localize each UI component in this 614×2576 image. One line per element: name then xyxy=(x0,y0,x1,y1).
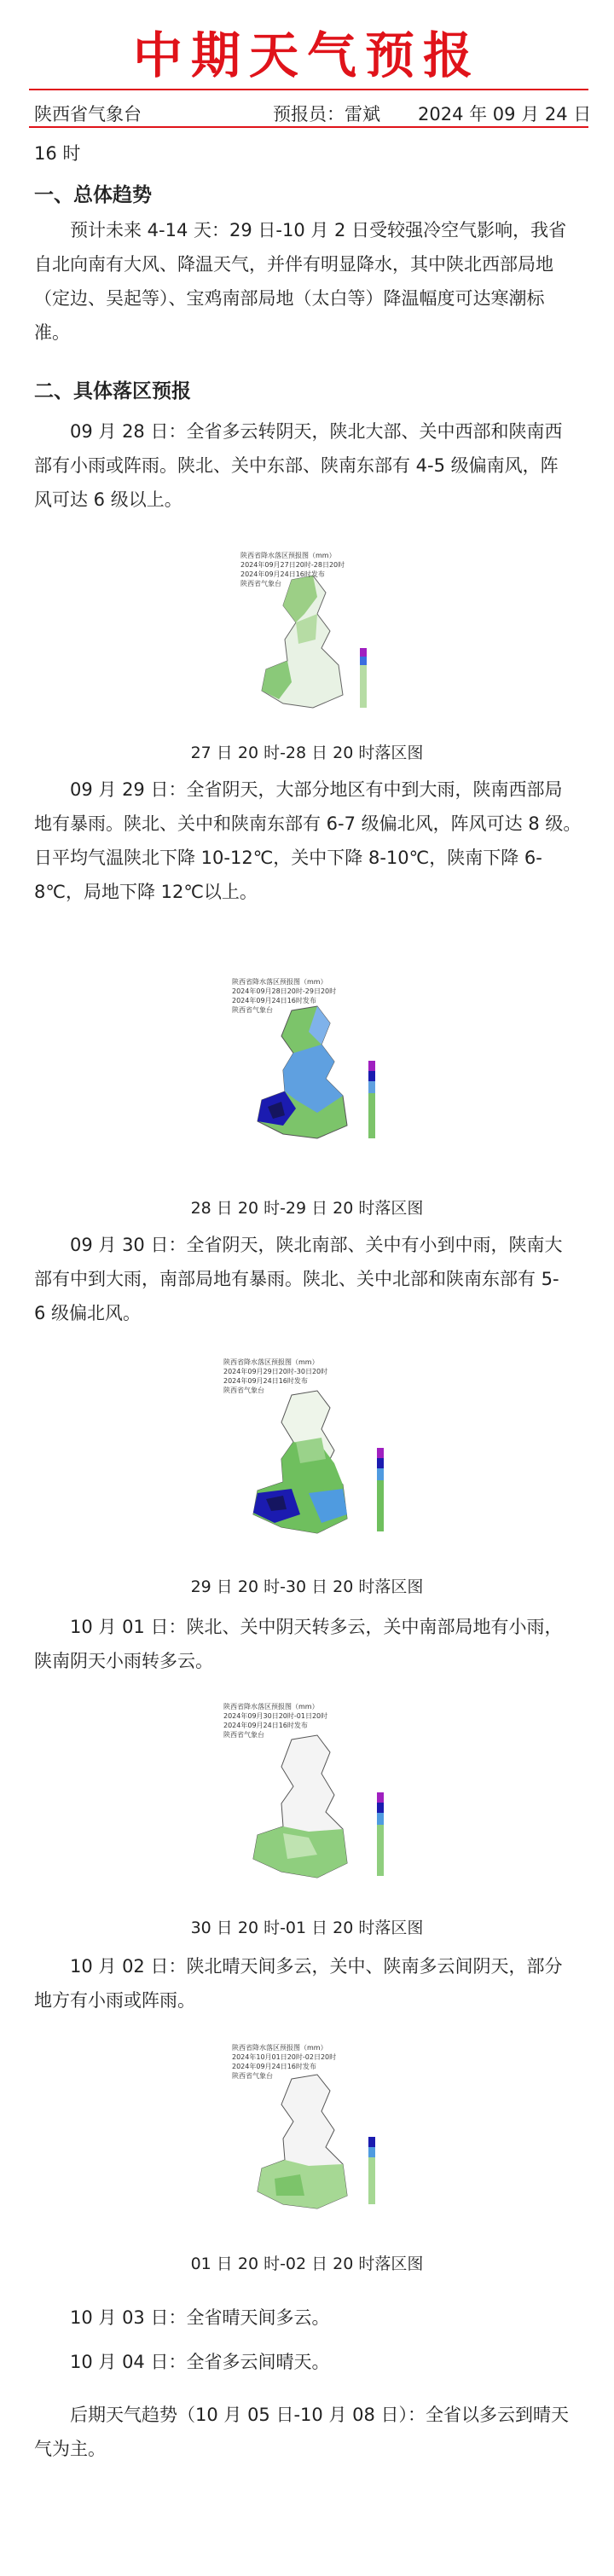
map-header: 陕西省降水落区预报图（mm） 2024年10月01日20时-02日20时 2024年09月24日16时发布 陕西省气象台 xyxy=(232,2044,337,2080)
map-header: 陕西省降水落区预报图（mm） 2024年09月28日20时-29日20时 2024年09月24日16时发布 陕西省气象台 xyxy=(232,978,337,1014)
map-caption-day5: 01 日 20 时-02 日 20 时落区图 xyxy=(190,2255,424,2273)
map-header: 陕西省降水落区预报图（mm） 2024年09月30日20时-01日20时 2024年09月24日16时发布 陕西省气象台 xyxy=(223,1703,328,1739)
section1-line-0: 预计未来 4-14 天：29 日-10 月 2 日受较强冷空气影响，我省 xyxy=(70,220,567,240)
rain-map-day5 xyxy=(223,2038,394,2230)
document-title: 中期天气预报 xyxy=(132,26,481,84)
day2-line-0: 09 月 29 日：全省阴天，大部分地区有中到大雨，陕南西部局 xyxy=(70,779,563,800)
day3-line-2: 6 级偏北风。 xyxy=(34,1303,142,1323)
issue-date: 2024 年 09 月 24 日 xyxy=(418,104,592,124)
section1-line-3: 准。 xyxy=(34,322,70,343)
forecaster: 预报员：雷斌 xyxy=(273,104,380,124)
day1-line-1: 部有小雨或阵雨。陕北、关中东部、陕南东部有 4-5 级偏南风，阵 xyxy=(34,455,559,476)
rain-map-day1 xyxy=(232,546,385,725)
rain-map-day4 xyxy=(215,1697,403,1902)
oct3-line: 10 月 03 日：全省晴天间多云。 xyxy=(70,2307,330,2328)
section1-line-1: 自北向南有大风、降温天气，并伴有明显降水，其中陕北西部局地 xyxy=(34,254,553,275)
map-header: 陕西省降水落区预报图（mm） 2024年09月29日20时-30日20时 2024年09月24日16时发布 陕西省气象台 xyxy=(223,1358,328,1394)
later-trend-line-1: 气为主。 xyxy=(34,2439,106,2459)
rain-map-day2 xyxy=(223,972,394,1160)
day1-line-0: 09 月 28 日：全省多云转阴天，陕北大部、关中西部和陕南西 xyxy=(70,421,563,442)
map-caption-day3: 29 日 20 时-30 日 20 时落区图 xyxy=(190,1577,424,1596)
section2-heading: 二、具体落区预报 xyxy=(34,380,191,402)
issue-hour: 16 时 xyxy=(34,143,81,164)
day2-line-1: 地有暴雨。陕北、关中和陕南东部有 6-7 级偏北风，阵风可达 8 级。 xyxy=(34,813,582,834)
map-header: 陕西省降水落区预报图（mm） 2024年09月27日20时-28日20时 2024年09月24日16时发布 陕西省气象台 xyxy=(240,552,345,588)
map-caption-day4: 30 日 20 时-01 日 20 时落区图 xyxy=(190,1919,424,1937)
org-name: 陕西省气象台 xyxy=(34,104,142,124)
rain-map-day3 xyxy=(215,1352,403,1557)
day4-line-1: 陕南阴天小雨转多云。 xyxy=(34,1651,213,1671)
day2-line-3: 8℃，局地下降 12℃以上。 xyxy=(34,882,258,902)
day5-line-0: 10 月 02 日：陕北晴天间多云，关中、陕南多云间阴天，部分 xyxy=(70,1956,563,1977)
map-caption-day2: 28 日 20 时-29 日 20 时落区图 xyxy=(190,1199,424,1218)
day1-line-2: 风可达 6 级以上。 xyxy=(34,489,182,510)
day3-line-1: 部有中到大雨，南部局地有暴雨。陕北、关中北部和陕南东部有 5- xyxy=(34,1269,559,1289)
section1-heading: 一、总体趋势 xyxy=(34,184,152,206)
day5-line-1: 地方有小雨或阵雨。 xyxy=(34,1990,195,2011)
day2-line-2: 日平均气温陕北下降 10-12℃，关中下降 8-10℃，陕南下降 6- xyxy=(34,848,542,868)
day3-line-0: 09 月 30 日：全省阴天，陕北南部、关中有小到中雨，陕南大 xyxy=(70,1235,563,1255)
section1-line-2: （定边、吴起等）、宝鸡南部局地（太白等）降温幅度可达寒潮标 xyxy=(34,288,545,309)
title-rule-bottom xyxy=(29,126,588,128)
day4-line-0: 10 月 01 日：陕北、关中阴天转多云，关中南部局地有小雨， xyxy=(70,1617,563,1637)
later-trend-line-0: 后期天气趋势（10 月 05 日-10 月 08 日）：全省以多云到晴天 xyxy=(70,2405,570,2425)
title-rule-top xyxy=(29,89,588,90)
oct4-line: 10 月 04 日：全省多云间晴天。 xyxy=(70,2352,330,2372)
map-caption-day1: 27 日 20 时-28 日 20 时落区图 xyxy=(190,744,424,762)
